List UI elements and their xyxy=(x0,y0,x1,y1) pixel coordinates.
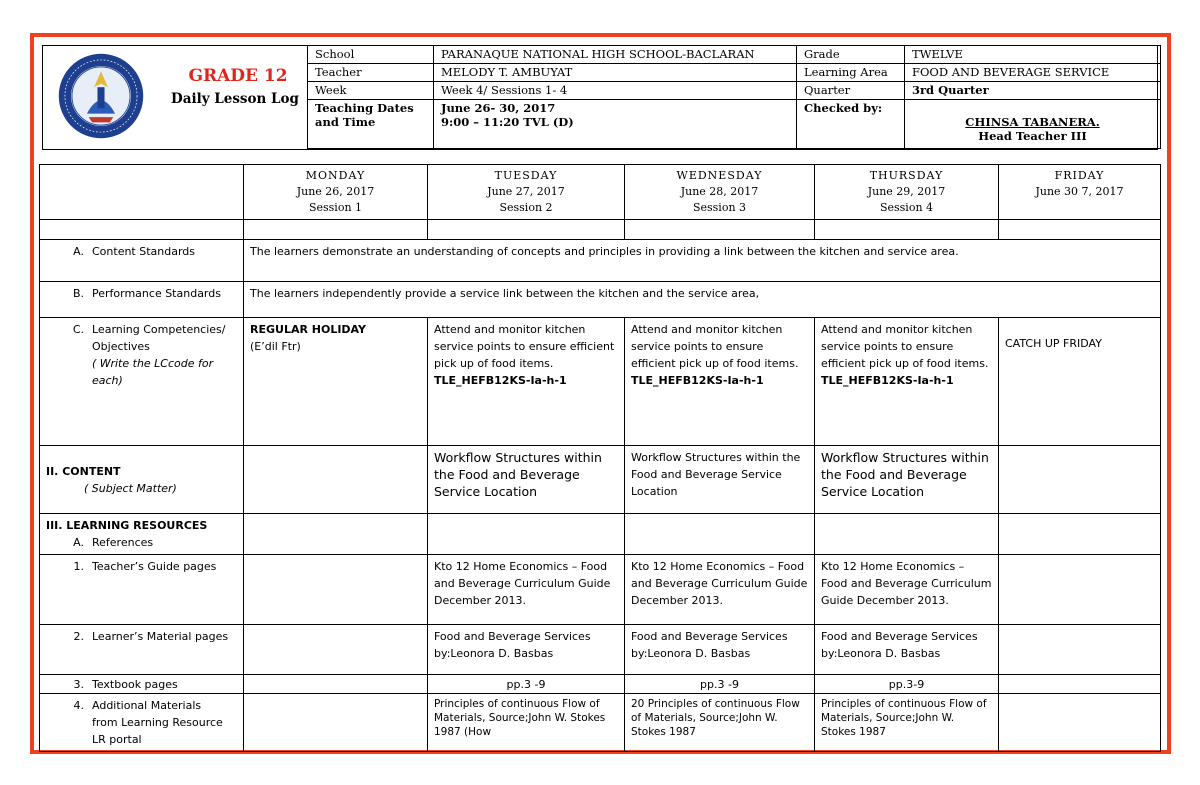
row-label-text: Textbook pages xyxy=(92,678,178,691)
content-wednesday: Workflow Structures within the Food and Beverage Service Location xyxy=(625,446,815,514)
row-content-standards xyxy=(40,240,1161,282)
dates-label-line-1: Teaching Dates xyxy=(315,101,414,115)
row-number: A. xyxy=(73,245,84,258)
competency-thursday xyxy=(815,318,999,446)
row-label-text: References xyxy=(92,536,154,549)
day-header-thursday xyxy=(815,165,999,220)
row-number: 3. xyxy=(73,678,84,691)
deped-seal-icon xyxy=(57,52,145,140)
section-heading: II. CONTENT xyxy=(46,464,121,478)
day-date: June 27, 2017 xyxy=(487,185,565,198)
row-resources xyxy=(40,514,1161,555)
objective-text: Attend and monitor kitchen service points to ensure efficient pick up of food items. xyxy=(821,323,989,370)
resources-cell xyxy=(625,514,815,555)
day-header-row xyxy=(40,165,1161,220)
day-name: WEDNESDAY xyxy=(676,169,763,182)
holiday-label: REGULAR HOLIDAY xyxy=(250,323,366,336)
row-label-text: Objectives xyxy=(92,340,150,353)
grade-label: Grade xyxy=(797,46,905,64)
row-label-text: LR portal xyxy=(92,733,142,746)
row-label-text: Performance Standards xyxy=(92,287,221,300)
day-date: June 29, 2017 xyxy=(867,185,946,198)
quarter-value: 3rd Quarter xyxy=(905,82,1161,100)
row-label xyxy=(40,514,244,555)
row-label xyxy=(40,318,244,446)
day-header-friday xyxy=(999,165,1161,220)
row-label-text: Learning Competencies/ xyxy=(92,323,226,336)
checked-label: Checked by: xyxy=(797,100,905,149)
day-session: Session 1 xyxy=(308,201,363,214)
content-tuesday: Workflow Structures within the Food and Beverage Service Location xyxy=(428,446,625,514)
day-date: June 30 7, 2017 xyxy=(1035,185,1124,198)
spacer-cell xyxy=(40,220,244,240)
spacer-cell xyxy=(999,220,1161,240)
row-additional-materials xyxy=(40,694,1161,752)
teacher-value: MELODY T. AMBUYAT xyxy=(434,64,797,82)
day-header-monday xyxy=(244,165,428,220)
day-header-wednesday xyxy=(625,165,815,220)
lm-wednesday: Food and Beverage Services by:Leonora D. Basbas xyxy=(625,625,815,675)
row-label xyxy=(40,555,244,625)
tg-monday xyxy=(244,555,428,625)
am-monday xyxy=(244,694,428,752)
holiday-name: (E’dil Ftr) xyxy=(250,340,301,353)
spacer-cell xyxy=(815,220,999,240)
learning-area-label: Learning Area xyxy=(797,64,905,82)
row-label-text: from Learning Resource xyxy=(92,716,223,729)
day-name: TUESDAY xyxy=(494,169,558,182)
row-content xyxy=(40,446,1161,514)
objective-text: Attend and monitor kitchen service points to ensure efficient pick up of food items. xyxy=(434,323,615,370)
week-value: Week 4/ Sessions 1- 4 xyxy=(434,82,797,100)
day-name: THURSDAY xyxy=(869,169,944,182)
lc-code: TLE_HEFB12KS-Ia-h-1 xyxy=(434,374,567,387)
row-label-text: Teacher’s Guide pages xyxy=(92,560,217,573)
row-textbook xyxy=(40,675,1161,694)
lc-code: TLE_HEFB12KS-Ia-h-1 xyxy=(631,374,764,387)
empty-header-cell xyxy=(40,165,244,220)
day-name: FRIDAY xyxy=(1054,169,1105,182)
row-label xyxy=(40,694,244,752)
info-row-school xyxy=(308,46,1161,64)
day-session: Session 4 xyxy=(879,201,934,214)
info-table xyxy=(307,45,1161,149)
dates-value-line-2: 9:00 – 11:20 TVL (D) xyxy=(441,115,574,129)
lesson-table xyxy=(39,164,1161,752)
tb-wednesday: pp.3 -9 xyxy=(625,675,815,694)
tg-tuesday: Kto 12 Home Economics – Food and Beverage Curriculum Guide December 2013. xyxy=(428,555,625,625)
resources-cell xyxy=(244,514,428,555)
content-standards-text: The learners demonstrate an understanding of concepts and principles in providing a link between the kitchen and service area. xyxy=(244,240,1161,282)
spacer-row xyxy=(40,220,1161,240)
spacer-cell xyxy=(625,220,815,240)
week-label: Week xyxy=(308,82,434,100)
day-name: MONDAY xyxy=(305,169,366,182)
tg-friday xyxy=(999,555,1161,625)
info-row-teacher xyxy=(308,64,1161,82)
info-row-week xyxy=(308,82,1161,100)
row-label xyxy=(40,675,244,694)
row-label-note: ( Write the LCcode for each) xyxy=(92,357,214,387)
grade-title: GRADE 12 xyxy=(188,66,288,86)
tb-friday xyxy=(999,675,1161,694)
row-label xyxy=(40,240,244,282)
lm-friday xyxy=(999,625,1161,675)
grade-value: TWELVE xyxy=(905,46,1161,64)
resources-cell xyxy=(428,514,625,555)
objective-text: Attend and monitor kitchen service points to ensure efficient pick up of food items. xyxy=(631,323,799,370)
header xyxy=(42,45,1158,150)
competency-tuesday xyxy=(428,318,625,446)
log-title: Daily Lesson Log xyxy=(171,91,299,107)
lm-thursday: Food and Beverage Services by:Leonora D. Basbas xyxy=(815,625,999,675)
lm-monday xyxy=(244,625,428,675)
tb-monday xyxy=(244,675,428,694)
row-label-text: Content Standards xyxy=(92,245,196,258)
info-row-dates xyxy=(308,100,1161,149)
tb-thursday: pp.3-9 xyxy=(815,675,999,694)
row-number: B. xyxy=(72,287,84,300)
am-wednesday: 20 Principles of continuous Flow of Materials, Source;John W. Stokes 1987 xyxy=(625,694,815,752)
row-number: A. xyxy=(73,536,84,549)
tg-thursday: Kto 12 Home Economics – Food and Beverage Curriculum Guide December 2013. xyxy=(815,555,999,625)
checked-value xyxy=(905,100,1161,149)
teacher-label: Teacher xyxy=(308,64,434,82)
day-date: June 28, 2017 xyxy=(680,185,759,198)
row-number: 1. xyxy=(73,560,84,573)
row-number: 4. xyxy=(73,699,84,712)
row-number: 2. xyxy=(73,630,84,643)
quarter-label: Quarter xyxy=(797,82,905,100)
dates-value-line-1: June 26- 30, 2017 xyxy=(441,101,556,115)
checked-name: CHINSA TABANERA. xyxy=(965,115,1100,129)
am-friday xyxy=(999,694,1161,752)
section-heading: III. LEARNING RESOURCES xyxy=(46,519,208,532)
day-session: Session 3 xyxy=(692,201,747,214)
row-competencies xyxy=(40,318,1161,446)
row-number: C. xyxy=(72,323,84,336)
content-thursday: Workflow Structures within the Food and Beverage Service Location xyxy=(815,446,999,514)
row-label xyxy=(40,446,244,514)
row-label-text: Additional Materials xyxy=(92,699,202,712)
dates-label xyxy=(308,100,434,149)
competency-wednesday xyxy=(625,318,815,446)
day-date: June 26, 2017 xyxy=(296,185,375,198)
performance-standards-text: The learners independently provide a service link between the kitchen and the service area, xyxy=(244,282,1161,318)
tb-tuesday: pp.3 -9 xyxy=(428,675,625,694)
row-teachers-guide xyxy=(40,555,1161,625)
row-label xyxy=(40,625,244,675)
section-note: ( Subject Matter) xyxy=(84,481,177,495)
am-tuesday: Principles of continuous Flow of Materials, Source;John W. Stokes 1987 (How xyxy=(428,694,625,752)
day-session: Session 2 xyxy=(499,201,553,214)
am-thursday: Principles of continuous Flow of Materials, Source;John W. Stokes 1987 xyxy=(815,694,999,752)
day-header-tuesday xyxy=(428,165,625,220)
competency-friday: CATCH UP FRIDAY xyxy=(999,318,1161,446)
row-label-text: Learner’s Material pages xyxy=(92,630,229,643)
school-value: PARANAQUE NATIONAL HIGH SCHOOL-BACLARAN xyxy=(434,46,797,64)
lm-tuesday: Food and Beverage Services by:Leonora D. Basbas xyxy=(428,625,625,675)
row-learners-material xyxy=(40,625,1161,675)
row-label xyxy=(40,282,244,318)
content-monday xyxy=(244,446,428,514)
school-label: School xyxy=(308,46,434,64)
dates-label-line-2: and Time xyxy=(315,115,376,129)
row-performance-standards xyxy=(40,282,1161,318)
competency-monday xyxy=(244,318,428,446)
resources-cell xyxy=(999,514,1161,555)
tg-wednesday: Kto 12 Home Economics – Food and Beverage Curriculum Guide December 2013. xyxy=(625,555,815,625)
spacer-cell xyxy=(428,220,625,240)
dates-value xyxy=(434,100,797,149)
lc-code: TLE_HEFB12KS-Ia-h-1 xyxy=(821,374,954,387)
resources-cell xyxy=(815,514,999,555)
learning-area-value: FOOD AND BEVERAGE SERVICE xyxy=(905,64,1161,82)
content-friday xyxy=(999,446,1161,514)
checked-title: Head Teacher III xyxy=(978,129,1087,143)
spacer-cell xyxy=(244,220,428,240)
